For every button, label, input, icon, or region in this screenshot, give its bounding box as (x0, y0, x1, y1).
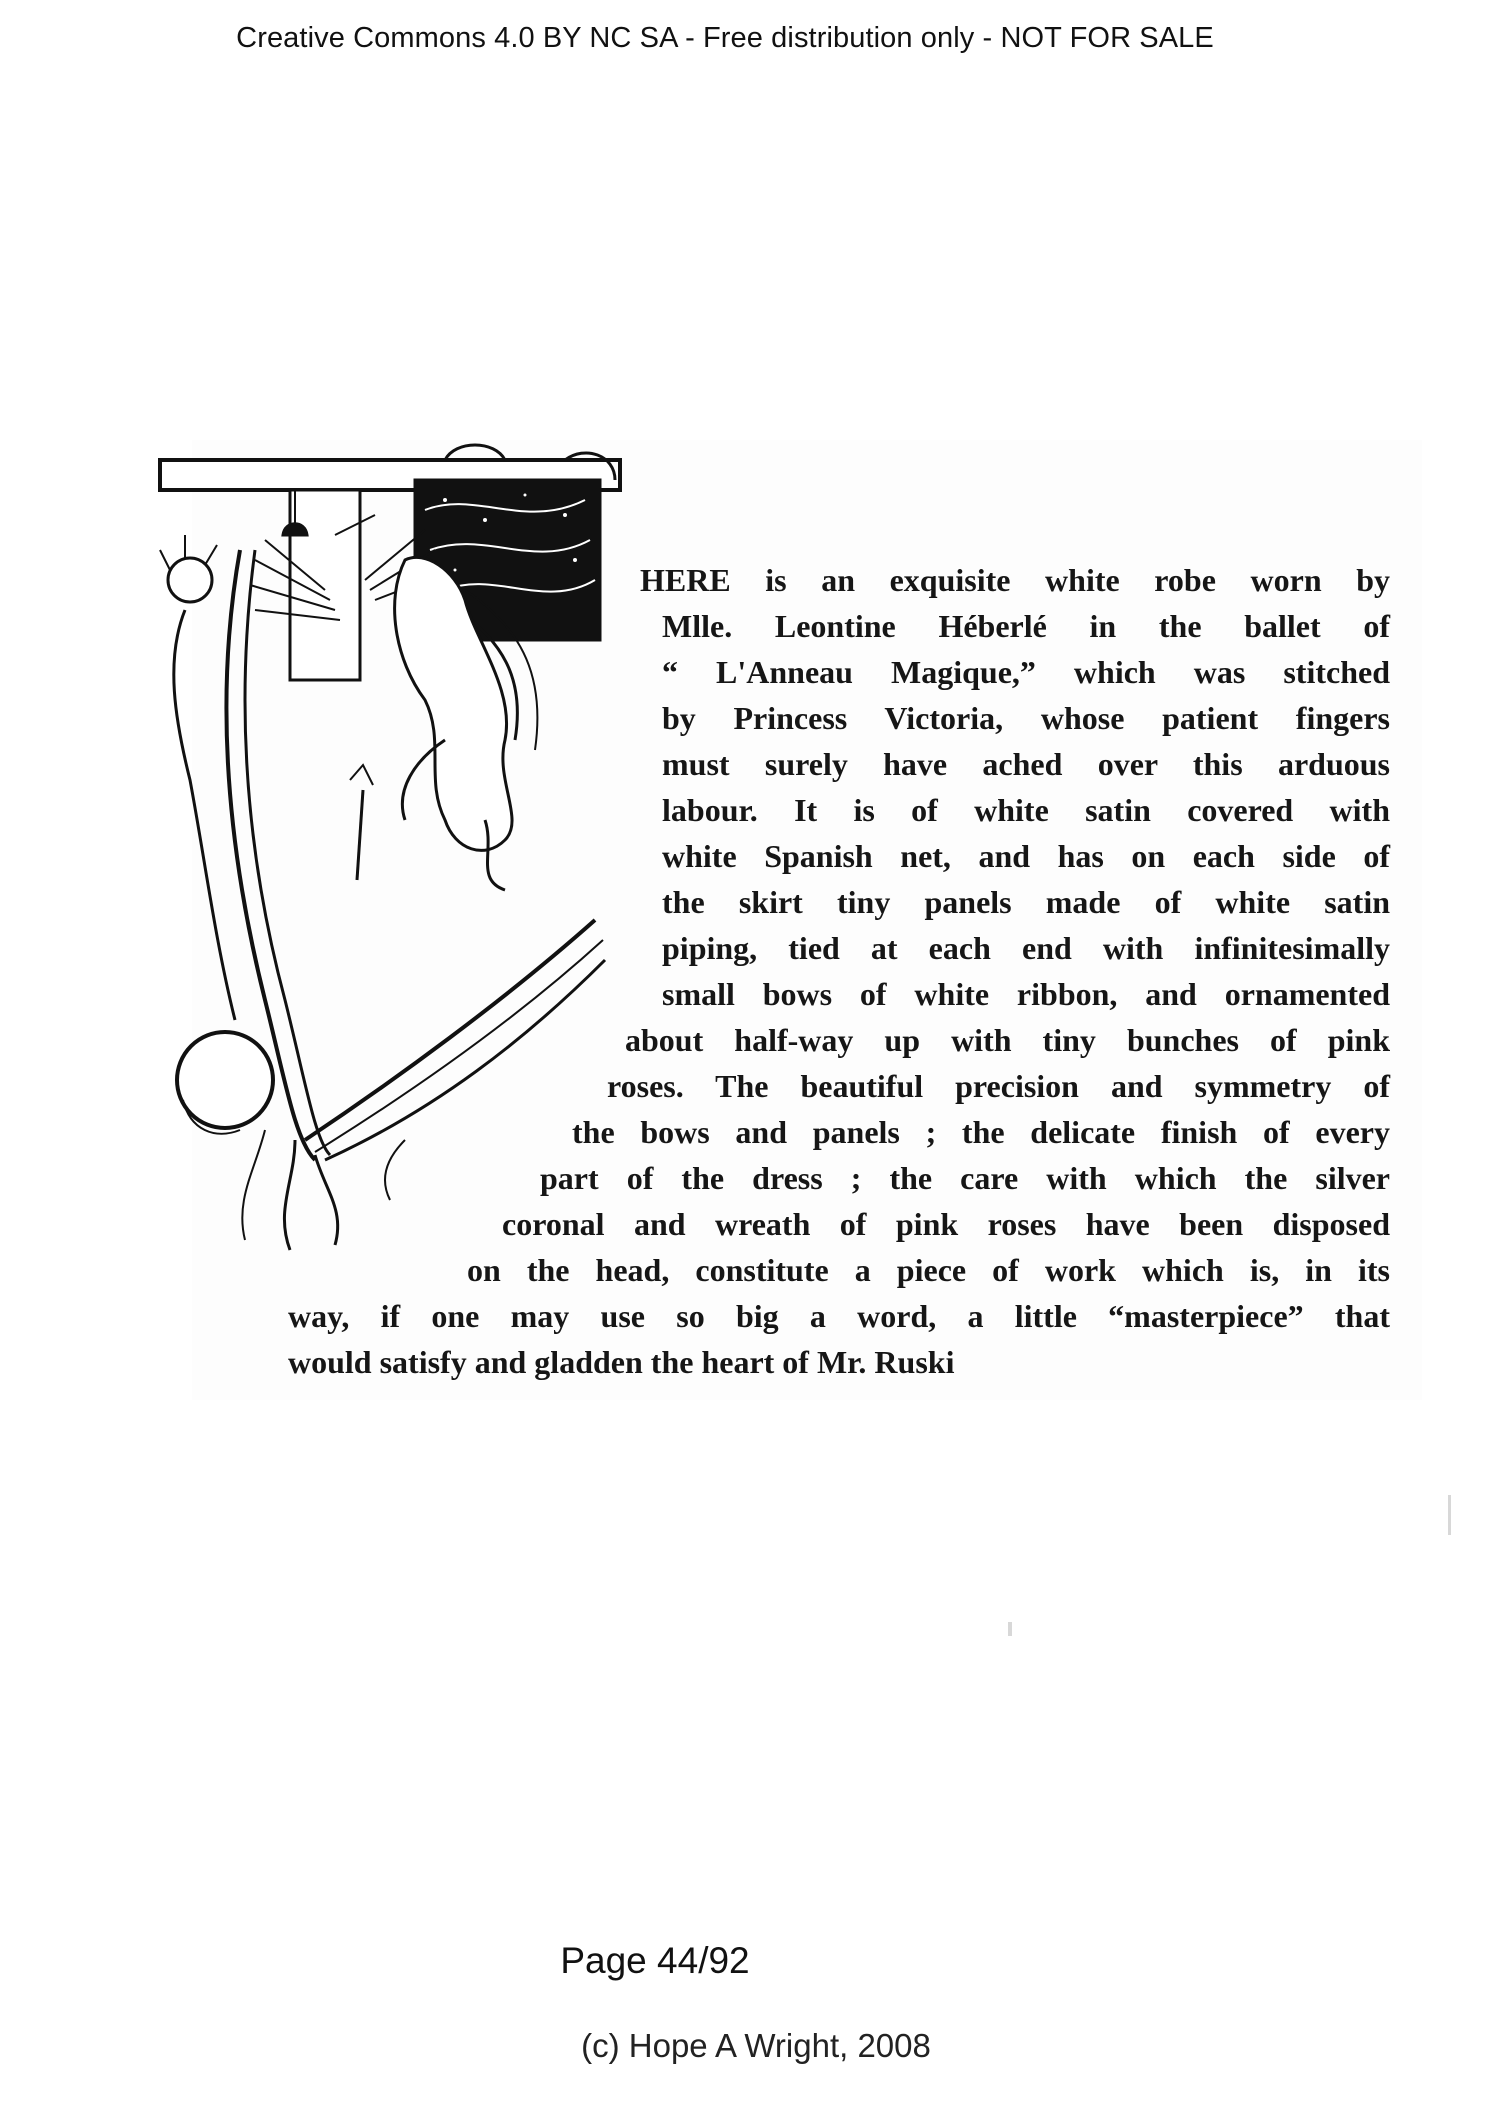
text-line: “ L'Anneau Magique,” which was stitched (662, 654, 1390, 690)
text-line: the bows and panels ; the delicate finish of every (572, 1114, 1390, 1150)
text-line: on the head, constitute a piece of work which is, in its (467, 1252, 1390, 1288)
text-line: the skirt tiny panels made of white satin (662, 884, 1390, 920)
text-line: way, if one may use so big a word, a little “masterpiece” that (288, 1298, 1390, 1334)
license-notice: Creative Commons 4.0 BY NC SA - Free distribution only - NOT FOR SALE (236, 22, 1214, 54)
text-line: about half-way up with tiny bunches of pink (625, 1022, 1390, 1058)
text-line: Mlle. Leontine Héberlé in the ballet of (662, 608, 1390, 644)
arrow-decoration (357, 790, 363, 880)
text-line: small bows of white ribbon, and ornamented (662, 976, 1390, 1012)
text-line: piping, tied at each end with infinitesimally (662, 930, 1390, 966)
text-line: labour. It is of white satin covered with (662, 792, 1390, 828)
scan-speck (1008, 1622, 1012, 1636)
text-line: coronal and wreath of pink roses have been disposed (502, 1206, 1390, 1242)
text-line: by Princess Victoria, whose patient fingers (662, 700, 1390, 736)
text-line: roses. The beautiful precision and symmetry of (607, 1068, 1390, 1104)
copyright-notice: (c) Hope A Wright, 2008 (581, 2027, 931, 2064)
text-line-last: would satisfy and gladden the heart of Mr. Ruski (288, 1344, 955, 1380)
text-line: white Spanish net, and has on each side of (662, 838, 1390, 874)
pearl-bulb (177, 1032, 273, 1128)
scan-speck (1448, 1495, 1451, 1535)
text-line: HERE is an exquisite white robe worn by (640, 562, 1390, 598)
text-line: part of the dress ; the care with which the silver (540, 1160, 1390, 1196)
text-line: must surely have ached over this arduous (662, 746, 1390, 782)
page-number: Page 44/92 (560, 1940, 750, 1981)
